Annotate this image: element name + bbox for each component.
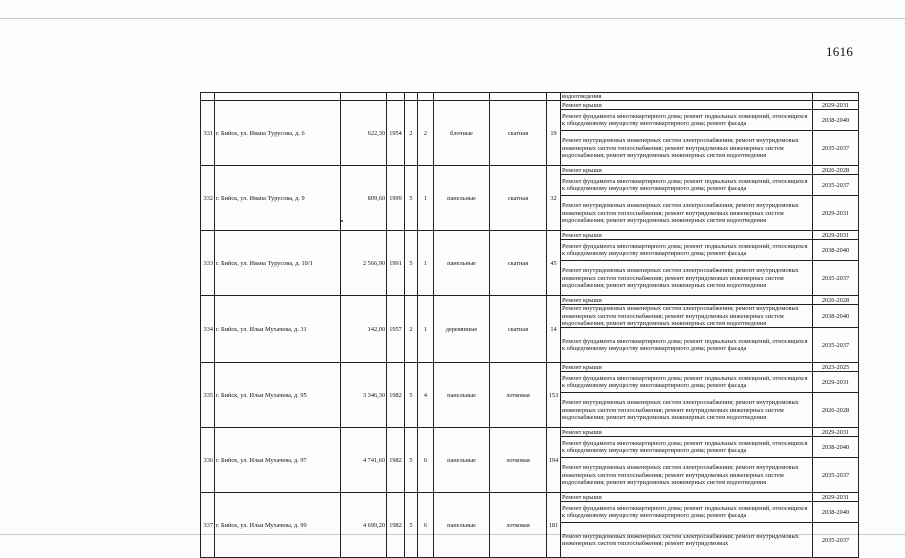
cell-period: 2029-2031 — [813, 231, 859, 240]
cell-work: Ремонт крыши — [561, 428, 813, 437]
cell-floors: 5 — [405, 166, 418, 231]
cell-address: г. Бийск, ул. Ильи Мухачева, д. 31 — [215, 296, 341, 363]
cell-number: 332 — [201, 166, 215, 231]
cell-work: Ремонт крыши — [561, 493, 813, 502]
cell-number: 334 — [201, 296, 215, 363]
cell-residents: 45 — [547, 231, 561, 296]
cell-work: водоотведения — [561, 93, 813, 101]
cell-area: 2 566,90 — [341, 231, 387, 296]
table-row — [201, 93, 859, 101]
cell-residents: 19 — [547, 101, 561, 166]
table-row — [201, 166, 859, 175]
cell-period: 2035-2037 — [813, 458, 859, 493]
cell-wall-material: панельные — [434, 363, 490, 428]
cell-period: 2029-2031 — [813, 493, 859, 502]
cell-work: Ремонт фундамента многоквартирного дома; ремонт подвальных помещений, относящихся к общедомовому имуществу многоквартирного дома; ремонт фасада — [561, 437, 813, 458]
cell-area: 809,60 — [341, 166, 387, 231]
cell-entrances: 6 — [418, 493, 434, 558]
cell-wall-material: панельные — [434, 493, 490, 558]
cell-floors: 2 — [405, 296, 418, 363]
cell-roof-type: лотковая — [490, 363, 547, 428]
cell-area: 4 699,20 — [341, 493, 387, 558]
cell-period: 2029-2031 — [813, 372, 859, 393]
cell-period: 2035-2037 — [813, 175, 859, 196]
table-row — [201, 363, 859, 372]
cell-floors: 5 — [405, 428, 418, 493]
cell-number: 335 — [201, 363, 215, 428]
cell-floors: 5 — [405, 493, 418, 558]
cell-period: 2029-2031 — [813, 428, 859, 437]
cell-year: 1991 — [387, 231, 405, 296]
scan-edge-top — [0, 18, 905, 19]
cell-area: 4 741,60 — [341, 428, 387, 493]
cell-empty — [547, 93, 561, 101]
cell-address: г. Бийск, ул. Ивана Турусова, д. 6 — [215, 101, 341, 166]
cell-number: 333 — [201, 231, 215, 296]
cell-address: г. Бийск, ул. Ивана Турусова, д. 10/1 — [215, 231, 341, 296]
table-row — [201, 231, 859, 240]
cell-work: Ремонт фундамента многоквартирного дома; ремонт подвальных помещений, относящихся к общедомовому имуществу многоквартирного дома; ремонт фасада — [561, 175, 813, 196]
cell-work: Ремонт крыши — [561, 296, 813, 305]
cell-period: 2038-2040 — [813, 110, 859, 131]
cell-residents: 32 — [547, 166, 561, 231]
cell-year: 1982 — [387, 428, 405, 493]
cell-number: 337 — [201, 493, 215, 558]
cell-roof-type: скатная — [490, 296, 547, 363]
cell-empty — [387, 93, 405, 101]
cell-year: 1982 — [387, 363, 405, 428]
cell-address: г. Бийск, ул. Ивана Турусова, д. 9 — [215, 166, 341, 231]
cell-year: 1999 — [387, 166, 405, 231]
cell-work: Ремонт внутридомовых инженерных систем электроснабжения; ремонт внутридомовых инженерных систем теплоснабжения; ремонт внутридомовых инженерных систем водоснабжения; ремонт внутридомовых инженерных систем водоотведения — [561, 261, 813, 296]
cell-wall-material: деревянные — [434, 296, 490, 363]
cell-work: Ремонт крыши — [561, 231, 813, 240]
cell-wall-material: панельные — [434, 166, 490, 231]
cell-period: 2035-2037 — [813, 328, 859, 363]
cell-period: 2038-2040 — [813, 502, 859, 523]
cell-work: Ремонт фундамента многоквартирного дома; ремонт подвальных помещений, относящихся к общедомовому имуществу многоквартирного дома; ремонт фасада — [561, 328, 813, 363]
repair-schedule-table — [200, 92, 859, 558]
cell-address: г. Бийск, ул. Ильи Мухачева, д. 97 — [215, 428, 341, 493]
cell-work: Ремонт внутридомовых инженерных систем электроснабжения; ремонт внутридомовых инженерных систем теплоснабжения; ремонт внутридомовых инженерных систем водоснабжения; ремонт внутридомовых инженерных систем водоотведения — [561, 458, 813, 493]
cell-work: Ремонт внутридомовых инженерных систем электроснабжения; ремонт внутридомовых инженерных систем теплоснабжения; ремонт внутридомовых инженерных систем водоснабжения; ремонт внутридомовых инженерных систем водоотведения — [561, 305, 813, 328]
cell-area: 142,00 — [341, 296, 387, 363]
cell-entrances: 2 — [418, 101, 434, 166]
cell-number: 331 — [201, 101, 215, 166]
cell-area: 3 346,30 — [341, 363, 387, 428]
table-row — [201, 296, 859, 305]
cell-empty — [418, 93, 434, 101]
cell-period: 2038-2040 — [813, 437, 859, 458]
cell-work: Ремонт фундамента многоквартирного дома; ремонт подвальных помещений, относящихся к общедомовому имуществу многоквартирного дома; ремонт фасада — [561, 502, 813, 523]
cell-roof-type: скатная — [490, 231, 547, 296]
cell-work: Ремонт фундамента многоквартирного дома; ремонт подвальных помещений, относящихся к общедомовому имуществу многоквартирного дома; ремонт фасада — [561, 372, 813, 393]
cell-number: 336 — [201, 428, 215, 493]
cell-floors: 5 — [405, 363, 418, 428]
cell-empty — [341, 93, 387, 101]
cell-roof-type: лотковая — [490, 428, 547, 493]
cell-work: Ремонт внутридомовых инженерных систем электроснабжения; ремонт внутридомовых инженерных систем теплоснабжения; ремонт внутридомовых инженерных систем водоснабжения; ремонт внутридомовых инженерных систем водоотведения — [561, 196, 813, 231]
cell-residents: 153 — [547, 363, 561, 428]
cell-work: Ремонт фундамента многоквартирного дома; ремонт подвальных помещений, относящихся к общедомовому имуществу многоквартирного дома; ремонт фасада — [561, 110, 813, 131]
cell-residents: 194 — [547, 428, 561, 493]
table-row — [201, 428, 859, 437]
cell-roof-type: скатная — [490, 101, 547, 166]
cell-work: Ремонт крыши — [561, 101, 813, 110]
cell-area: 622,30 — [341, 101, 387, 166]
cell-entrances: 1 — [418, 231, 434, 296]
cell-wall-material: блочные — [434, 101, 490, 166]
cell-floors: 5 — [405, 231, 418, 296]
cell-year: 1957 — [387, 296, 405, 363]
cell-empty — [215, 93, 341, 101]
cell-address: г. Бийск, ул. Ильи Мухачева, д. 99 — [215, 493, 341, 558]
cell-period: 2038-2040 — [813, 240, 859, 261]
cell-empty — [434, 93, 490, 101]
cell-period: 2023-2025 — [813, 363, 859, 372]
cell-address: г. Бийск, ул. Ильи Мухачева, д. 95 — [215, 363, 341, 428]
cell-empty — [813, 93, 859, 101]
cell-work: Ремонт внутридомовых инженерных систем электроснабжения; ремонт внутридомовых инженерных систем теплоснабжения; ремонт внутридомовых — [561, 523, 813, 558]
cell-period: 2026-2028 — [813, 166, 859, 175]
cell-period: 2026-2028 — [813, 393, 859, 428]
cell-period: 2029-2031 — [813, 196, 859, 231]
cell-period: 2026-2028 — [813, 296, 859, 305]
cell-residents: 181 — [547, 493, 561, 558]
cell-work: Ремонт внутридомовых инженерных систем электроснабжения; ремонт внутридомовых инженерных систем теплоснабжения; ремонт внутридомовых инженерных систем водоснабжения; ремонт внутридомовых инженерных систем водоотведения — [561, 393, 813, 428]
cell-residents: 14 — [547, 296, 561, 363]
cell-wall-material: панельные — [434, 428, 490, 493]
cell-work: Ремонт внутридомовых инженерных систем электроснабжения; ремонт внутридомовых инженерных систем теплоснабжения; ремонт внутридомовых инженерных систем водоснабжения; ремонт внутридомовых инженерных систем водоотведения — [561, 131, 813, 166]
table-row — [201, 101, 859, 110]
cell-work: Ремонт крыши — [561, 166, 813, 175]
cell-period: 2035-2037 — [813, 131, 859, 166]
cell-entrances: 6 — [418, 428, 434, 493]
page-number: 1616 — [826, 44, 854, 59]
cell-floors: 2 — [405, 101, 418, 166]
cell-period: 2035-2037 — [813, 261, 859, 296]
cell-wall-material: панельные — [434, 231, 490, 296]
cell-entrances: 1 — [418, 296, 434, 363]
cell-year: 1954 — [387, 101, 405, 166]
cell-year: 1982 — [387, 493, 405, 558]
cell-empty — [201, 93, 215, 101]
cell-period: 2038-2040 — [813, 305, 859, 328]
cell-empty — [490, 93, 547, 101]
cell-period: 2035-2037 — [813, 523, 859, 558]
cell-roof-type: скатная — [490, 166, 547, 231]
cell-entrances: 1 — [418, 166, 434, 231]
cell-work: Ремонт крыши — [561, 363, 813, 372]
cell-entrances: 4 — [418, 363, 434, 428]
table-row — [201, 493, 859, 502]
cell-work: Ремонт фундамента многоквартирного дома; ремонт подвальных помещений, относящихся к общедомовому имуществу многоквартирного дома; ремонт фасада — [561, 240, 813, 261]
cell-roof-type: лотковая — [490, 493, 547, 558]
cell-empty — [405, 93, 418, 101]
cell-period: 2029-2031 — [813, 101, 859, 110]
